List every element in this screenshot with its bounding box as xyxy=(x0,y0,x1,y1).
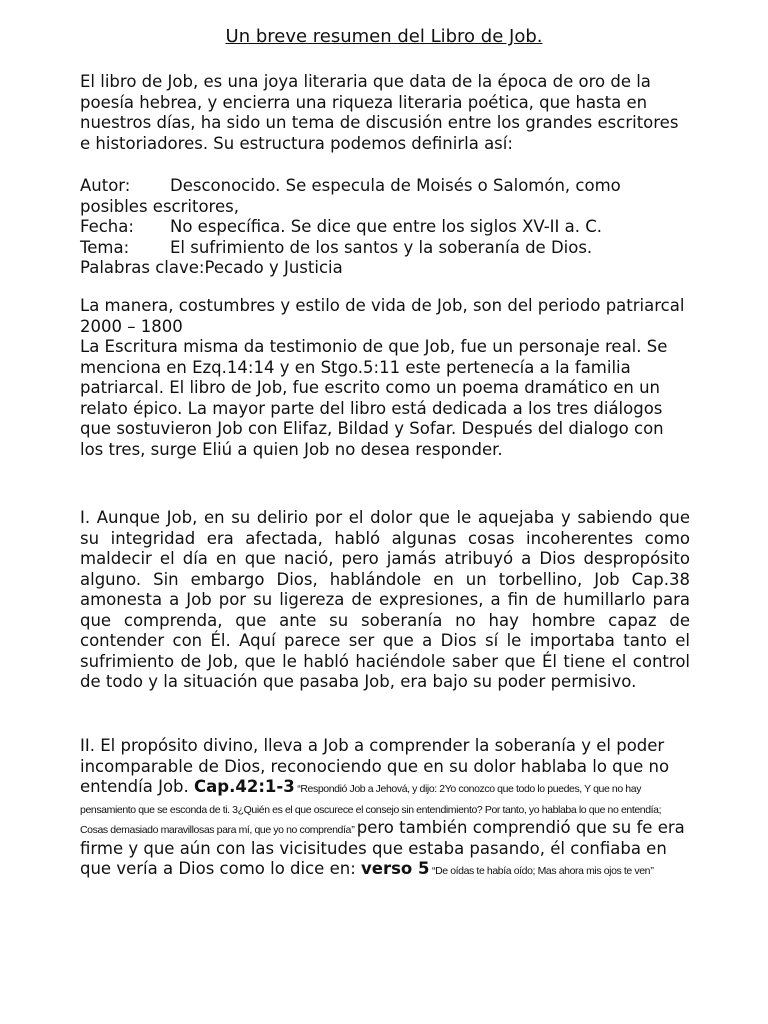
meta-palabras-label: Palabras clave: xyxy=(80,258,205,277)
section-two-paragraph xyxy=(80,736,690,880)
scripture-quote-2: “De oídas te había oído; Mas ahora mis ojos te ven’’ xyxy=(429,865,654,877)
metadata-block xyxy=(80,176,690,279)
verse-reference: verso 5 xyxy=(361,859,430,878)
meta-autor-label: Autor: xyxy=(80,176,131,195)
meta-fecha-label: Fecha: xyxy=(80,217,134,236)
meta-tema-value: El sufrimiento de los santos y la soberanía de Dios. xyxy=(170,237,593,257)
context-paragraph-period: La manera, costumbres y estilo de vida de Job, son del periodo patriarcal 2000 – 1800 xyxy=(80,296,685,336)
context-section xyxy=(80,296,690,460)
meta-autor-row xyxy=(80,176,690,197)
meta-fecha-value: No específica. Se dice que entre los siglos XV-II a. C. xyxy=(170,217,603,236)
scripture-quote-1: “Respondió Job a Jehová, y dijo: 2Yo conozco que todo lo puedes, Y que no hay pensamiento que se esconda de ti. 3¿Quién es el que oscurece el consejo sin entendimiento? Por tanto, yo hablaba lo que no entendía; Cosas demasiado maravillosas para mí, que yo no comprendía’’ xyxy=(80,783,662,836)
context-paragraph-history: La Escritura misma da testimonio de que Job, fue un personaje real. Se menciona en Ezq.14:14 y en Stgo.5:11 este pertenecía a la familia patriarcal. El libro de Job, fue escrito como un poema dramático en un relato épico. La mayor parte del libro está dedicada a los tres diálogos que sostuvieron Job con Elifaz, Bildad y Sofar. Después del dialogo con los tres, surge Eliú a quien Job no desea responder. xyxy=(80,337,668,459)
meta-tema-label: Tema: xyxy=(80,237,130,257)
meta-palabras-value: Pecado y Justicia xyxy=(204,258,343,277)
meta-fecha-row xyxy=(80,217,690,238)
meta-autor-value: Desconocido. Se especula de Moisés o Salomón, como xyxy=(170,176,621,195)
document-title: Un breve resumen del Libro de Job. xyxy=(225,26,543,47)
meta-autor-continuation: posibles escritores, xyxy=(80,196,239,216)
meta-tema-row xyxy=(80,238,690,259)
section-two-start: II. El propósito divino, lleva a Job a comprender la soberanía y el poder incomparable de Dios, reconociendo que en su dolor hablaba lo que no entendía Job. xyxy=(80,736,670,796)
section-one-paragraph: I. Aunque Job, en su delirio por el dolor que le aquejaba y sabiendo que su integridad era afectada, habló algunas cosas incoherentes como maldecir el día en que nació, pero jamás atribuyó a Dios despropósito alguno. Sin embargo Dios, hablándole en un torbellino, Job Cap.38 amonesta a Job por su ligereza de expresiones, a fin de humillarlo para que comprenda, que ante su soberanía no hay hombre capaz de contender con Él. Aquí parece ser que a Dios sí le importaba tanto el sufrimiento de Job, que le habló haciéndole saber que Él tiene el control de todo y la situación que pasaba Job, era bajo su poder permisivo. xyxy=(80,508,690,691)
section-two-middle: pero también comprendió que su fe era firme y que aún con las vicisitudes que estaba pasando, él confiaba en que vería a Dios como lo dice en: xyxy=(80,818,685,878)
intro-paragraph: El libro de Job, es una joya literaria que data de la época de oro de la poesía hebrea, y encierra una riqueza literaria poética, que hasta en nuestros días, ha sido un tema de discusión entre los grandes escritores e historiadores. Su estructura podemos definirla así: xyxy=(80,72,679,153)
scripture-reference: Cap.42:1-3 xyxy=(194,777,295,796)
meta-palabras-row xyxy=(80,258,690,279)
